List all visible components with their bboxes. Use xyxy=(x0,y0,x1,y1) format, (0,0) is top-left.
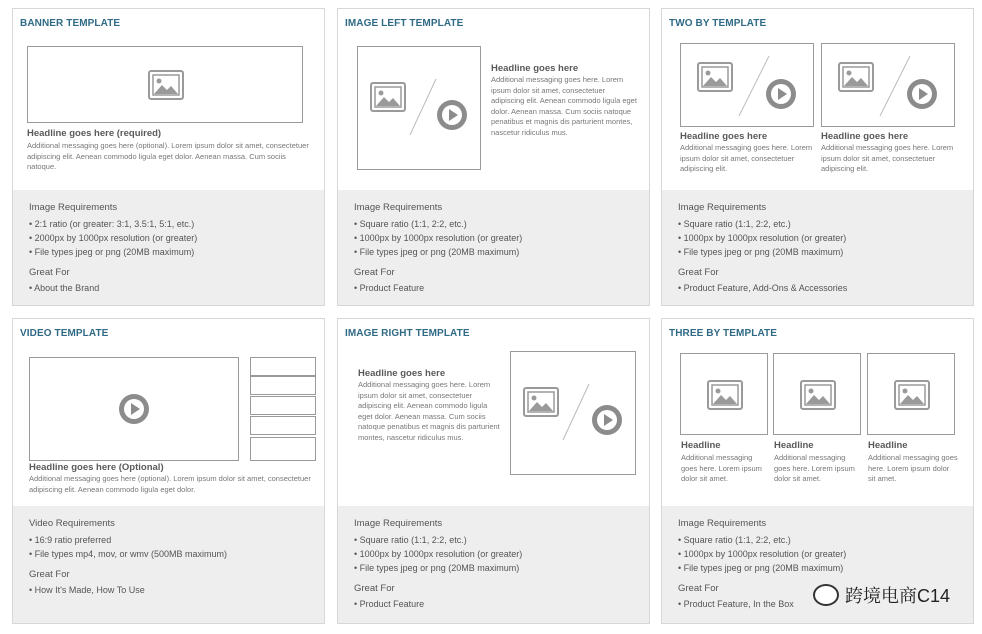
requirements-panel xyxy=(662,190,973,305)
video-thumbnail xyxy=(250,396,316,415)
card-title: THREE BY TEMPLATE xyxy=(669,328,778,339)
requirement-item: • File types jpeg or png (20MB maximum) xyxy=(354,247,520,257)
divider-slash xyxy=(408,77,438,137)
great-for-heading: Great For xyxy=(678,583,719,594)
great-for-heading: Great For xyxy=(29,267,70,278)
requirement-item: • Square ratio (1:1, 2:2, etc.) xyxy=(678,219,791,229)
video-thumbnail xyxy=(250,416,316,435)
requirement-item: • Square ratio (1:1, 2:2, etc.) xyxy=(354,219,467,229)
requirement-item: • Square ratio (1:1, 2:2, etc.) xyxy=(678,535,791,545)
video-template-card[interactable] xyxy=(12,318,325,624)
requirement-item: • 1000px by 1000px resolution (or greater) xyxy=(354,233,523,243)
banner-image-placeholder xyxy=(27,46,303,123)
image-placeholder-icon xyxy=(370,82,406,112)
card-title: IMAGE LEFT TEMPLATE xyxy=(345,18,464,29)
great-for-item: • Product Feature xyxy=(354,599,425,609)
wechat-icon xyxy=(813,584,839,606)
requirement-item: • 1000px by 1000px resolution (or greater) xyxy=(354,549,523,559)
card-title: IMAGE RIGHT TEMPLATE xyxy=(345,328,470,339)
great-for-heading: Great For xyxy=(678,267,719,278)
watermark-text: 跨境电商C14 xyxy=(844,586,950,606)
card-title: TWO BY TEMPLATE xyxy=(669,18,767,29)
headline: Headline goes here xyxy=(821,131,909,142)
great-for-heading: Great For xyxy=(354,583,395,594)
body-text: Additional messaging goes here. Lorem ipsum dolor sit amet, consectetuer adipiscing elit. Aenean commodo ligula eget dolor. Aenean massa. Cum sociis natoque penatibus et magnis dis parturient montes, nascetur ridiculus mus. xyxy=(358,380,500,442)
headline: Headline goes here xyxy=(491,63,579,74)
requirement-item: • File types jpeg or png (20MB maximum) xyxy=(678,247,844,257)
play-icon xyxy=(906,78,938,110)
column-body-text: Additional messaging goes here. Lorem ipsum dolor sit amet. xyxy=(774,453,855,483)
requirement-item: • 16:9 ratio preferred xyxy=(29,535,112,545)
play-icon xyxy=(118,393,150,425)
card-title: BANNER TEMPLATE xyxy=(20,18,121,29)
video-thumbnail xyxy=(250,376,316,395)
body-text: Additional messaging goes here. Lorem ipsum dolor sit amet, consectetuer adipiscing elit. Aenean commodo ligula eget dolor. Aenean massa. Cum sociis natoque penatibus et magnis dis parturient montes, nascetur ridiculus mus. xyxy=(491,75,637,137)
requirements-heading: Image Requirements xyxy=(678,202,767,213)
banner-headline: Headline goes here (required) xyxy=(27,128,162,139)
image-placeholder-icon xyxy=(148,70,184,100)
banner-body-text: Additional messaging goes here (optional). Lorem ipsum dolor sit amet, consectetuer adipiscing elit. Aenean commodo ligula eget dolor. Aenean massa. Cum sociis natoque. xyxy=(27,141,309,171)
three-by-template-card[interactable] xyxy=(661,318,974,624)
divider-slash xyxy=(561,382,591,442)
requirement-item: • File types mp4, mov, or wmv (500MB maximum) xyxy=(29,549,228,559)
square-image-placeholder xyxy=(357,46,481,170)
card-title: VIDEO TEMPLATE xyxy=(20,328,109,339)
banner-template-card[interactable] xyxy=(12,8,325,306)
play-icon xyxy=(436,99,468,131)
column-headline: Headline xyxy=(868,440,908,451)
requirement-item: • File types jpeg or png (20MB maximum) xyxy=(678,563,844,573)
requirements-panel xyxy=(13,506,324,623)
requirement-item: • 2:1 ratio (or greater: 3:1, 3.5:1, 5:1, etc.) xyxy=(29,219,195,229)
great-for-item: • How It's Made, How To Use xyxy=(29,585,145,595)
requirements-heading: Image Requirements xyxy=(354,202,443,213)
requirements-panel xyxy=(338,506,649,623)
image-left-template-card[interactable] xyxy=(337,8,650,306)
requirements-heading: Image Requirements xyxy=(678,518,767,529)
video-placeholder xyxy=(29,357,239,461)
great-for-heading: Great For xyxy=(354,267,395,278)
requirement-item: • File types jpeg or png (20MB maximum) xyxy=(29,247,195,257)
great-for-item: • Product Feature xyxy=(354,283,425,293)
column-headline: Headline xyxy=(774,440,814,451)
image-placeholder-icon xyxy=(894,380,930,410)
great-for-item: • Product Feature, Add-Ons & Accessories xyxy=(678,283,848,293)
body-text: Additional messaging goes here. Lorem ipsum dolor sit amet, consectetuer adipiscing elit. xyxy=(680,143,813,173)
video-body-text: Additional messaging goes here (optional). Lorem ipsum dolor sit amet, consectetuer adipiscing elit. Aenean commodo ligula eget dolor. xyxy=(29,474,311,494)
column-body-text: Additional messaging goes here. Lorem ipsum dolor sit amet. xyxy=(681,453,762,483)
video-thumbnail xyxy=(250,437,316,461)
square-image-placeholder xyxy=(773,353,861,435)
great-for-item: • Product Feature, In the Box xyxy=(678,599,794,609)
square-image-placeholder xyxy=(821,43,955,127)
image-placeholder-icon xyxy=(697,62,733,92)
watermark xyxy=(813,582,950,608)
requirement-item: • 1000px by 1000px resolution (or greater) xyxy=(678,233,847,243)
square-image-placeholder xyxy=(510,351,636,475)
two-by-template-card[interactable] xyxy=(661,8,974,306)
square-image-placeholder xyxy=(867,353,955,435)
requirement-item: • Square ratio (1:1, 2:2, etc.) xyxy=(354,535,467,545)
square-image-placeholder xyxy=(680,43,814,127)
image-placeholder-icon xyxy=(800,380,836,410)
requirement-item: • 2000px by 1000px resolution (or greater) xyxy=(29,233,198,243)
headline: Headline goes here xyxy=(358,368,446,379)
play-icon xyxy=(765,78,797,110)
great-for-heading: Great For xyxy=(29,569,70,580)
column-headline: Headline xyxy=(681,440,721,451)
image-placeholder-icon xyxy=(707,380,743,410)
requirements-panel xyxy=(338,190,649,305)
requirement-item: • File types jpeg or png (20MB maximum) xyxy=(354,563,520,573)
play-icon xyxy=(591,404,623,436)
video-headline: Headline goes here (Optional) xyxy=(29,462,164,473)
square-image-placeholder xyxy=(680,353,768,435)
requirements-heading: Image Requirements xyxy=(354,518,443,529)
video-thumbnail xyxy=(250,357,316,376)
requirements-heading: Video Requirements xyxy=(29,518,115,529)
requirement-item: • 1000px by 1000px resolution (or greater) xyxy=(678,549,847,559)
body-text: Additional messaging goes here. Lorem ipsum dolor sit amet, consectetuer adipiscing elit. xyxy=(821,143,954,173)
requirements-heading: Image Requirements xyxy=(29,202,118,213)
image-placeholder-icon xyxy=(523,387,559,417)
headline: Headline goes here xyxy=(680,131,768,142)
column-body-text: Additional messaging goes here. Lorem ipsum dolor sit amet. xyxy=(868,453,958,483)
image-placeholder-icon xyxy=(838,62,874,92)
great-for-item: • About the Brand xyxy=(29,283,100,293)
image-right-template-card[interactable] xyxy=(337,318,650,624)
requirements-panel xyxy=(13,190,324,305)
